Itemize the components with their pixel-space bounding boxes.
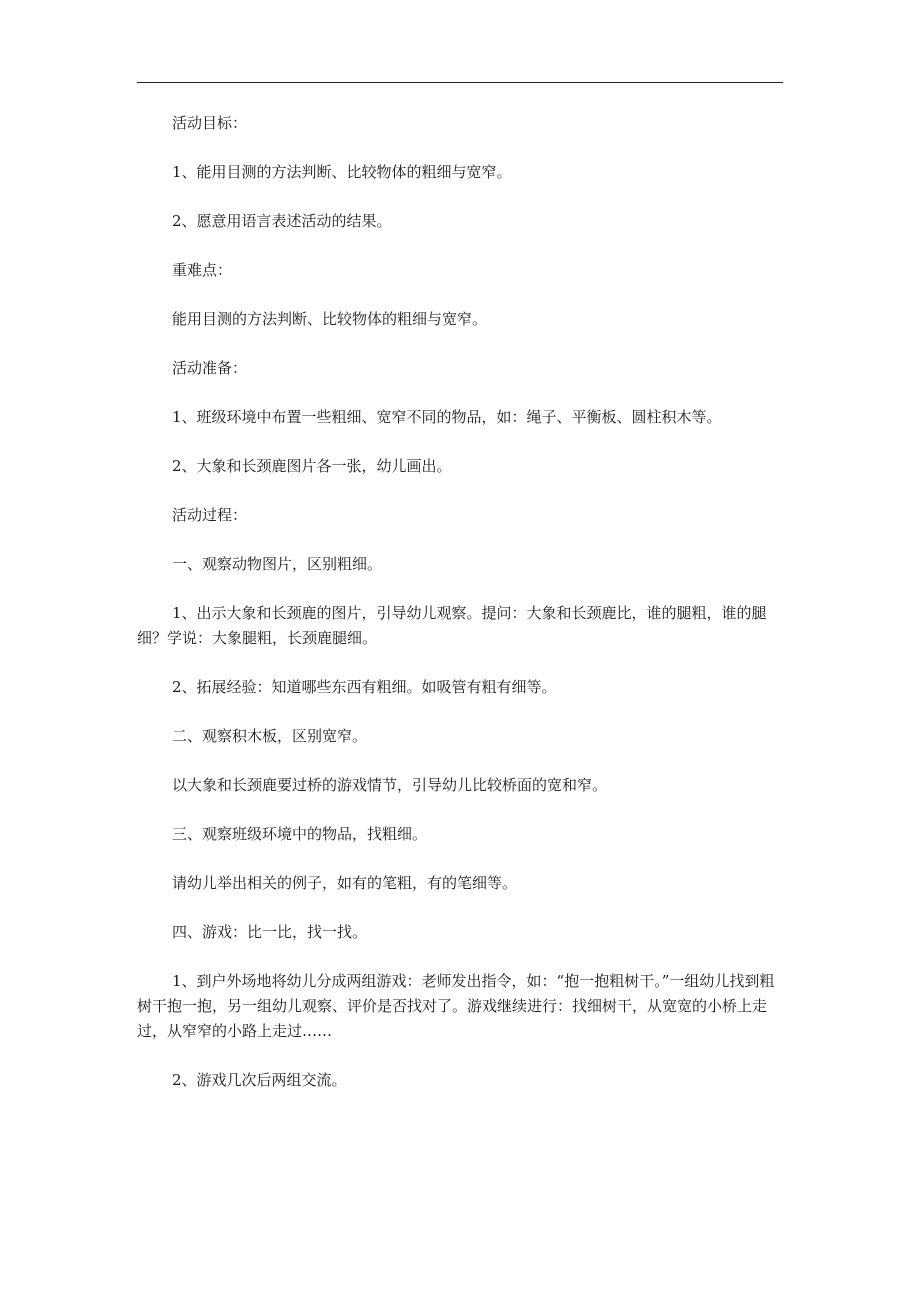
paragraph-key-points-heading: 重难点： bbox=[172, 261, 233, 279]
paragraph-preparation-heading: 活动准备： bbox=[172, 359, 248, 377]
paragraph-preparation-1: 1、班级环境中布置一些粗细、宽窄不同的物品，如：绳子、平衡板、圆柱积木等。 bbox=[172, 408, 722, 426]
paragraph-section-4-title: 四、游戏：比一比，找一找。 bbox=[172, 923, 368, 941]
paragraph-section-4-step-2: 2、游戏几次后两组交流。 bbox=[172, 1071, 347, 1089]
paragraph-section-2-title: 二、观察积木板，区别宽窄。 bbox=[172, 727, 368, 745]
paragraph-section-1-step-2: 2、拓展经验：知道哪些东西有粗细。如吸管有粗有细等。 bbox=[172, 678, 557, 696]
paragraph-section-1-step-1: 1、出示大象和长颈鹿的图片，引导幼儿观察。提问：大象和长颈鹿比，谁的腿粗，谁的腿细？学说：大象腿粗，长颈鹿腿细。 bbox=[137, 604, 767, 647]
paragraph-section-3-title: 三、观察班级环境中的物品，找粗细。 bbox=[172, 825, 428, 843]
paragraph-section-3-body: 请幼儿举出相关的例子，如有的笔粗，有的笔细等。 bbox=[172, 874, 518, 892]
document-body bbox=[137, 111, 784, 1117]
paragraph-activity-goals-heading: 活动目标： bbox=[172, 114, 248, 132]
paragraph-preparation-2: 2、大象和长颈鹿图片各一张，幼儿画出。 bbox=[172, 457, 452, 475]
paragraph-section-1-title: 一、观察动物图片，区别粗细。 bbox=[172, 555, 383, 573]
paragraph-section-4-step-1: 1、到户外场地将幼儿分成两组游戏：老师发出指令，如：“抱一抱粗树干。”一组幼儿找到粗树干抱一抱，另一组幼儿观察、评价是否找对了。游戏继续进行：找细树干，从宽宽的小桥上走过，从窄窄的小路上走过…… bbox=[137, 972, 775, 1040]
paragraph-goal-1: 1、能用目测的方法判断、比较物体的粗细与宽窄。 bbox=[172, 163, 512, 181]
paragraph-key-point: 能用目测的方法判断、比较物体的粗细与宽窄。 bbox=[172, 310, 488, 328]
header-rule bbox=[137, 82, 783, 83]
paragraph-goal-2: 2、愿意用语言表述活动的结果。 bbox=[172, 212, 392, 230]
paragraph-section-2-body: 以大象和长颈鹿要过桥的游戏情节，引导幼儿比较桥面的宽和窄。 bbox=[172, 776, 608, 794]
paragraph-process-heading: 活动过程： bbox=[172, 506, 248, 524]
